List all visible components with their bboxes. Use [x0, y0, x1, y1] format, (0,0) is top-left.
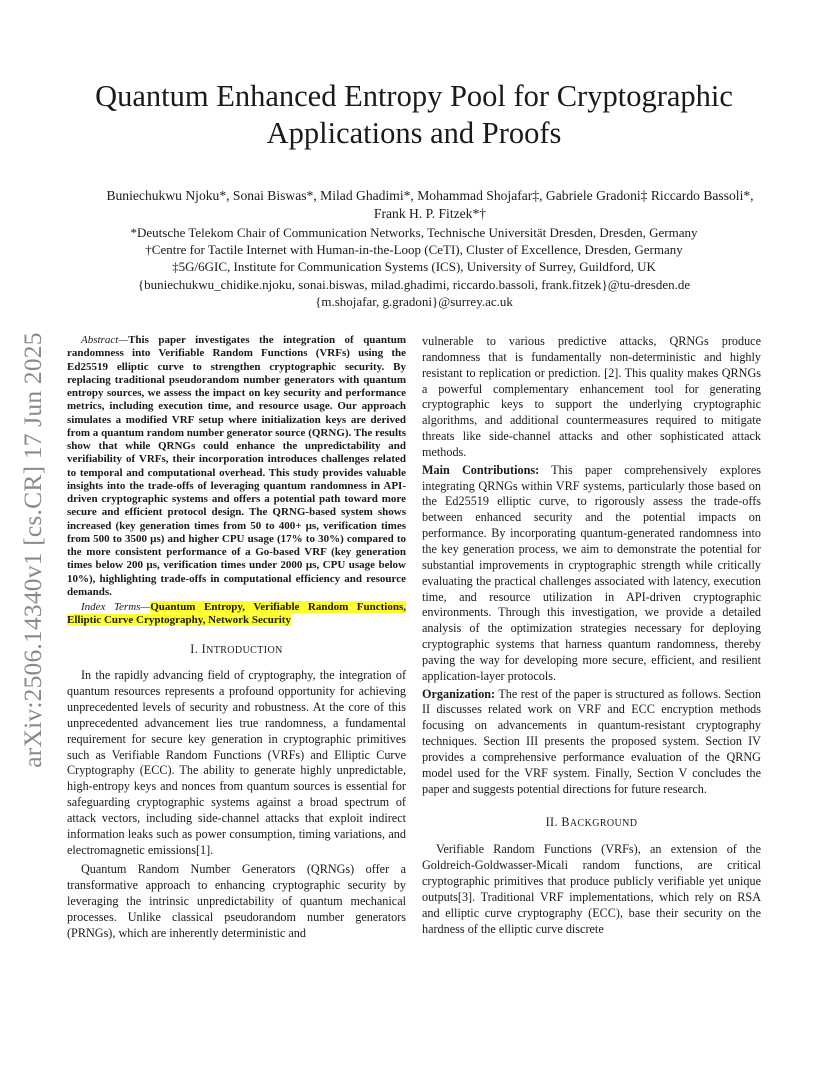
arxiv-stamp: arXiv:2506.14340v1 [cs.CR] 17 Jun 2025: [18, 332, 47, 768]
intro-paragraph-3: vulnerable to various predictive attacks, QRNGs produce randomness that is fundamentally non-deterministic and highly resistant to replication or prediction. [2]. This quality makes QRNGs a powerful complementary enhancement tool for generating cryptographic keys to support the underlying cryptographic algorithms, and additional countermeasures required to mitigate threats like side-channel attacks and other sophisticated attack methods.: [422, 334, 761, 459]
organization-paragraph: [422, 687, 761, 798]
section-heading-background: II. BACKGROUND: [545, 815, 638, 830]
left-column: [67, 334, 406, 942]
affiliations: [60, 224, 768, 310]
contributions-paragraph: [422, 463, 761, 685]
background-paragraph-1: Verifiable Random Functions (VRFs), an extension of the Goldreich-Goldwasser-Micali random functions, are critical cryptographic primitives that produce publicly verifiable yet unique outputs[3]. Traditional VRF implementations, which rely on RSA and elliptic curve cryptography (ECC), base their security on the hardness of the elliptic curve discrete: [422, 842, 761, 936]
email-line-1: {buniechukwu_chidike.njoku, sonai.biswas, milad.ghadimi, riccardo.bassoli, frank.fitzek}@tu-dresden.de: [137, 276, 691, 292]
abstract: [67, 334, 406, 599]
author-line-1: Buniechukwu Njoku*, Sonai Biswas*, Milad Ghadimi*, Mohammad Shojafar‡, Gabriele Gradoni‡ Riccardo Bassoli*,: [106, 188, 754, 203]
index-terms-label: Index Terms—: [81, 601, 151, 613]
affiliation-3: ‡5G/6GIC, Institute for Communication Systems (ICS), University of Surrey, Guildford, UK: [172, 259, 656, 275]
intro-paragraph-1: In the rapidly advancing field of cryptography, the integration of quantum resources represents a profound opportunity for achieving unprecedented levels of security and robustness. At the core of this unprecedented advancement lies true randomness, a fundamental requirement for secure key generation in cryptographic primitives such as Verifiable Random Functions (VRFs) and Elliptic Curve Cryptography (ECC). The ability to generate highly unpredictable, high-entropy keys and nonces from quantum sources is essential for safeguarding cryptographic systems against a broad spectrum of attack vectors, including side-channel attacks that exploit indirect information leaks such as power consumption, timing variations, and electromagnetic emissions[1].: [67, 668, 406, 857]
paper-title: Quantum Enhanced Entropy Pool for Cryptographic Applications and Proofs: [95, 79, 733, 150]
abstract-label: Abstract—: [81, 334, 129, 346]
email-line-2: {m.shojafar, g.gradoni}@surrey.ac.uk: [315, 293, 513, 309]
author-line-2: Frank H. P. Fitzek*†: [373, 206, 487, 221]
contributions-text: This paper comprehensively explores integrating QRNGs within VRF systems, particularly those based on the Ed25519 elliptic curve, to rigorously assess the trade-offs between enhanced security and the potential impacts on performance. By incorporating quantum-generated randomness into the key generation process, we aim to demonstrate the potential for substantial improvements in cryptographic strength while critically evaluating the practical challenges associated with latency, execution time, and resource utilization in API-driven cryptographic environments. Through this investigation, we provide a detailed analysis of the optimization strategies necessary for deploying cryptographic systems that harness quantum randomness, thereby paving the way for developing more secure, efficient, and resilient application-layer protocols.: [422, 462, 761, 683]
abstract-text: This paper investigates the integration of quantum randomness into Verifiable Random Functions (VRFs) using the Ed25519 elliptic curve to strengthen cryptographic security. By replacing traditional pseudorandom number generators with quantum entropy sources, we assess the impact on key security and performance metrics, including execution time, and resource usage. Our approach simulates a modified VRF setup where initialization keys are derived from a quantum random number generator source (QRNG). The results show that while QRNGs could enhance the unpredictability and verifiability of VRFs, their incorporation introduces challenges related to temporal and computational overhead. This study provides valuable insights into the trade-offs of leveraging quantum randomness in API-driven cryptographic systems and offers a potential path toward more secure and efficient protocol design. The QRNG-based system shows increased (key generation times from 50 to 400+ µs, verification times from 500 to 3500 µs) and higher CPU usage (17% to 30%) compared to the more consistent performance of a Go-based VRF (key generation times below 200 µs, verification times under 2000 µs, CPU usage below 10%), highlighting trade-offs in computational efficiency and resource demands.: [67, 334, 406, 598]
section-heading-introduction: I. INTRODUCTION: [190, 641, 283, 656]
contributions-label: Main Contributions:: [422, 462, 540, 477]
organization-text: The rest of the paper is structured as follows. Section II discusses related work on VRF and ECC encryption methods focusing on advancements in quantum-resistant cryptography techniques. Section III presents the proposed system. Section IV provides a comprehensive performance evaluation of the QRNG model used for the VRF system. Finally, Section V concludes the paper and suggests potential directions for future research.: [422, 686, 761, 796]
index-terms-text: Quantum Entropy, Verifiable Random Functions, Elliptic Curve Cryptography, Network Security: [67, 601, 406, 627]
affiliation-2: †Centre for Tactile Internet with Human-in-the-Loop (CeTI), Cluster of Excellence, Dresden, Germany: [145, 242, 683, 258]
right-column: [422, 334, 761, 937]
intro-paragraph-2: Quantum Random Number Generators (QRNGs) offer a transformative approach to enhancing cryptographic security by leveraging the intrinsic unpredictability of quantum mechanical processes. Unlike classical pseudorandom number generators (PRNGs), which are inherently deterministic and: [67, 862, 406, 940]
author-list: [60, 187, 800, 223]
organization-label: Organization:: [422, 686, 496, 701]
affiliation-1: *Deutsche Telekom Chair of Communication Networks, Technische Universität Dresden, Dresden, Germany: [130, 225, 698, 240]
index-terms: [67, 601, 406, 628]
